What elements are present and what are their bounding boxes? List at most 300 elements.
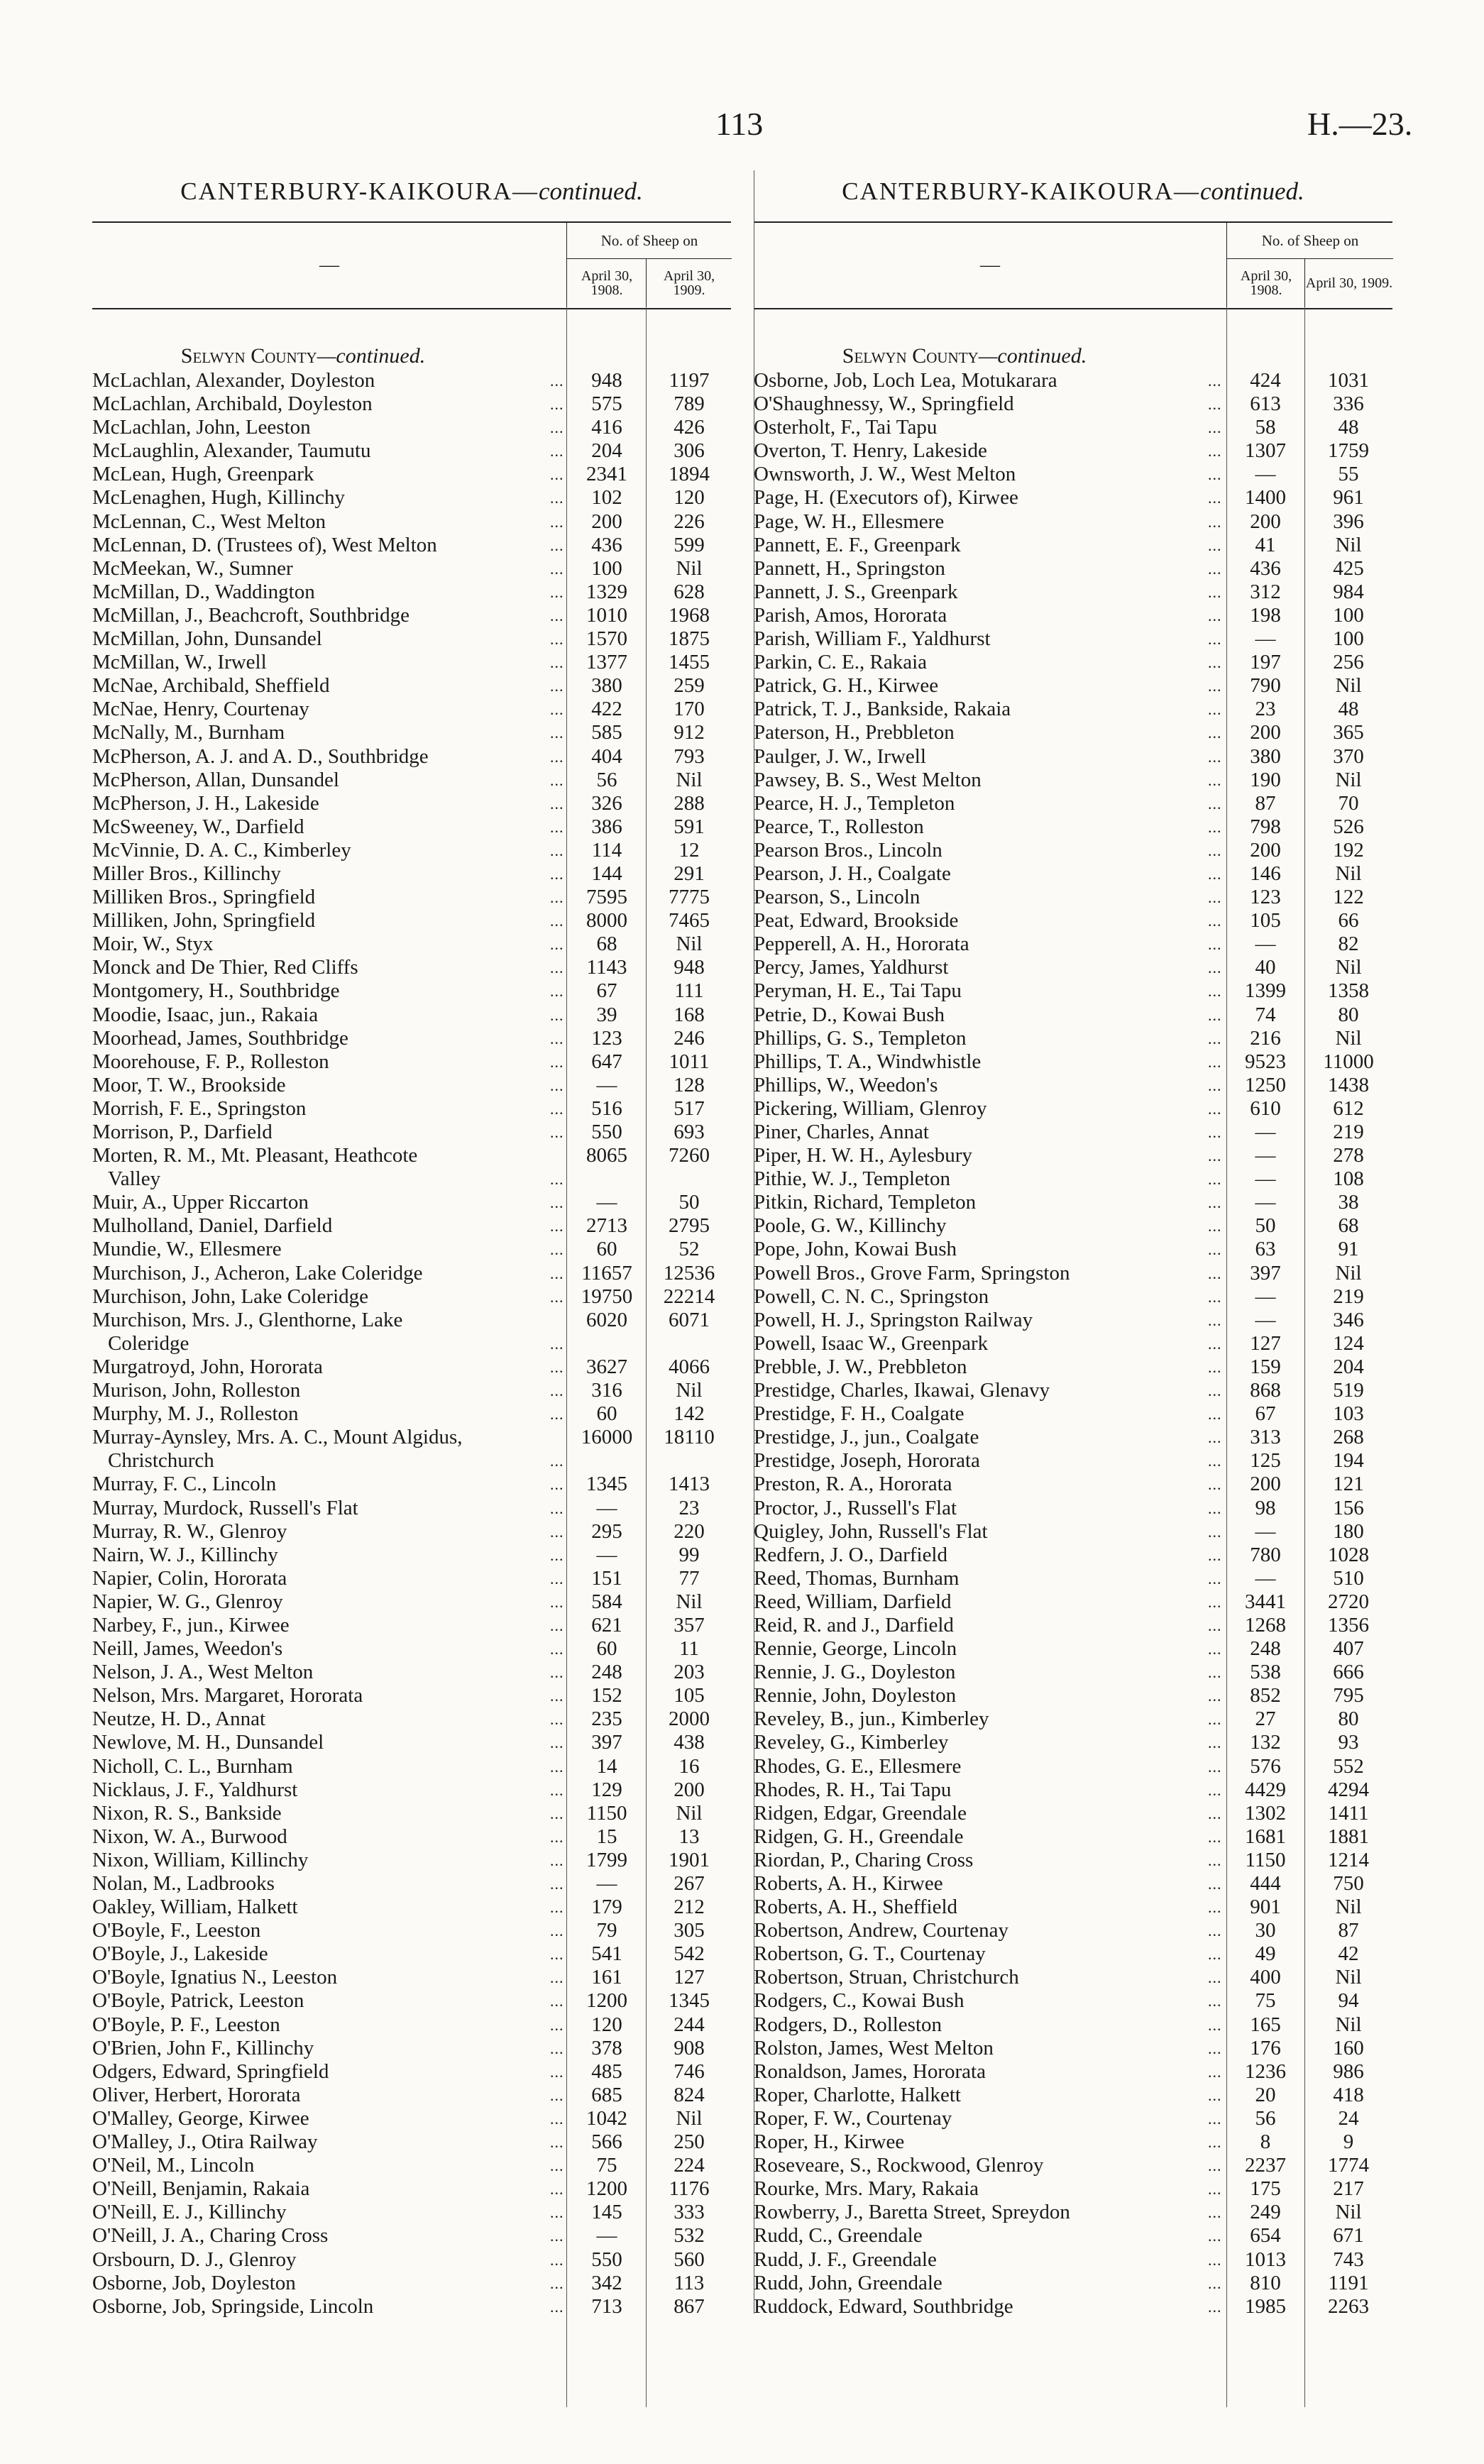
sheep-1909: 425 xyxy=(1333,556,1364,580)
sheep-1908: 404 xyxy=(591,744,622,768)
sheep-1909: 22214 xyxy=(663,1285,715,1308)
sheep-1908: 342 xyxy=(591,2271,622,2294)
table-row xyxy=(92,1121,731,1144)
sheep-1909: 42 xyxy=(1338,1942,1359,1966)
leader-dots: ... xyxy=(550,935,564,954)
table-row xyxy=(92,674,731,698)
table-row xyxy=(754,2177,1392,2201)
sheep-1908: 161 xyxy=(591,1966,622,1989)
sheep-1908: 74 xyxy=(1255,1003,1276,1026)
table-row xyxy=(754,1661,1392,1684)
sheep-1908: — xyxy=(1255,1285,1276,1308)
owner-name: O'Boyle, F., Leeston xyxy=(92,1919,261,1942)
sheep-1908: 312 xyxy=(1250,580,1281,603)
table-row xyxy=(92,1355,731,1379)
sheep-1908: 200 xyxy=(1250,721,1281,744)
leader-dots: ... xyxy=(1208,1804,1222,1822)
sheep-1908: 610 xyxy=(1250,1096,1281,1120)
table-header xyxy=(754,221,1392,309)
sheep-1909: 91 xyxy=(1338,1238,1359,1261)
leader-dots: ... xyxy=(1208,1334,1222,1353)
sheep-1909: 2720 xyxy=(1328,1590,1369,1613)
leader-dots: ... xyxy=(1208,1429,1222,1447)
owner-name: O'Malley, George, Kirwee xyxy=(92,2106,309,2130)
leader-dots: ... xyxy=(1208,1757,1222,1776)
leader-dots: ... xyxy=(1208,559,1222,578)
sheep-1909: 1759 xyxy=(1328,439,1369,463)
leader-dots: ... xyxy=(1208,2180,1222,2199)
sheep-1908: 8065 xyxy=(586,1144,627,1167)
leader-dots: ... xyxy=(1208,2250,1222,2269)
year-1909-header: April 30, 1909. xyxy=(646,258,732,308)
leader-dots: ... xyxy=(1208,1640,1222,1659)
table-row xyxy=(92,1144,731,1191)
sheep-1909: 693 xyxy=(674,1121,705,1143)
leader-dots: ... xyxy=(550,372,564,390)
owner-name: Powell, H. J., Springston Railway xyxy=(754,1308,1033,1331)
leader-dots: ... xyxy=(550,583,564,601)
table-row xyxy=(92,1825,731,1849)
sheep-1909: 961 xyxy=(1333,486,1364,510)
leader-dots: ... xyxy=(550,1499,564,1517)
owner-name: Oliver, Herbert, Hororata xyxy=(92,2083,301,2106)
sheep-1909: Nil xyxy=(676,1801,703,1825)
owner-name: Powell Bros., Grove Farm, Springston xyxy=(754,1261,1070,1285)
sheep-1909: 599 xyxy=(674,533,705,556)
table-row xyxy=(754,862,1392,886)
leader-dots: ... xyxy=(1208,1006,1222,1024)
leader-dots: ... xyxy=(1208,2274,1222,2292)
table-row xyxy=(92,1684,731,1707)
sheep-1908: 98 xyxy=(1255,1496,1276,1519)
column-title: CANTERBURY-KAIKOURA—continued. xyxy=(180,177,643,205)
sheep-1909: 305 xyxy=(674,1919,705,1942)
leader-dots: ... xyxy=(1208,1099,1222,1118)
leader-dots: ... xyxy=(550,2297,564,2316)
sheep-1909: Nil xyxy=(1335,956,1362,979)
sheep-1908: 798 xyxy=(1250,815,1281,838)
table-row xyxy=(754,1309,1392,1332)
sheep-1909: 80 xyxy=(1338,1707,1359,1731)
name-column-header: — xyxy=(319,254,339,276)
sheep-1908: 316 xyxy=(591,1379,622,1402)
leader-dots: ... xyxy=(1208,1781,1222,1799)
sheep-1908: 380 xyxy=(1250,744,1281,768)
table-row xyxy=(754,674,1392,698)
sheep-1908: 1302 xyxy=(1245,1801,1286,1825)
table-row xyxy=(754,2013,1392,2037)
sheep-1908: 27 xyxy=(1255,1707,1276,1731)
sheep-1909: 2795 xyxy=(669,1214,710,1238)
leader-dots: ... xyxy=(1208,1475,1222,1494)
owner-name: Pearson, S., Lincoln xyxy=(754,886,920,909)
sheep-1909: 560 xyxy=(674,2248,705,2271)
leader-dots: ... xyxy=(1208,1147,1222,1165)
leader-dots: ... xyxy=(1208,1382,1222,1400)
table-row xyxy=(754,1355,1392,1379)
sheep-1909: 203 xyxy=(674,1661,705,1684)
leader-dots: ... xyxy=(1208,1311,1222,1329)
sheep-1908: 313 xyxy=(1250,1426,1281,1449)
sheep-1908: 901 xyxy=(1250,1896,1281,1919)
owner-name: Rhodes, R. H., Tai Tapu xyxy=(754,1778,952,1801)
leader-dots: ... xyxy=(550,1687,564,1705)
sheep-1909: Nil xyxy=(676,2106,703,2130)
owner-name: Osterholt, F., Tai Tapu xyxy=(754,416,938,439)
leader-dots: ... xyxy=(550,2039,564,2057)
owner-name: Petrie, D., Kowai Bush xyxy=(754,1003,945,1026)
owner-name: Nixon, W. A., Burwood xyxy=(92,1825,287,1848)
sheep-1909: 212 xyxy=(674,1896,705,1919)
table-row xyxy=(92,1661,731,1684)
leader-dots: ... xyxy=(550,489,564,507)
sheep-1908: 146 xyxy=(1250,862,1281,885)
leader-dots: ... xyxy=(550,606,564,625)
table-row xyxy=(754,721,1392,744)
sheep-1909: 612 xyxy=(1333,1096,1364,1120)
sheep-1909: 48 xyxy=(1338,698,1359,721)
table-row xyxy=(754,956,1392,979)
sheep-1908: 190 xyxy=(1250,768,1281,791)
page-header xyxy=(0,105,1484,148)
sheep-1909: 1411 xyxy=(1328,1801,1369,1825)
table-row xyxy=(754,1144,1392,1167)
table-row xyxy=(92,1520,731,1544)
owner-name: Pope, John, Kowai Bush xyxy=(754,1238,957,1261)
table-row xyxy=(754,392,1392,416)
sheep-1909: 824 xyxy=(674,2083,705,2106)
table-row xyxy=(754,1707,1392,1731)
table-row xyxy=(754,698,1392,721)
sheep-1909: 743 xyxy=(1333,2248,1364,2271)
owner-name: Roberts, A. H., Kirwee xyxy=(754,1872,943,1895)
leader-dots: ... xyxy=(1208,700,1222,719)
sheep-1909: 1455 xyxy=(669,651,710,674)
sheep-1908: 948 xyxy=(591,369,622,392)
sheep-1909: 306 xyxy=(674,439,705,463)
sheep-1908: 3627 xyxy=(586,1355,627,1378)
table-row xyxy=(92,557,731,581)
leader-dots: ... xyxy=(1208,583,1222,601)
table-row xyxy=(754,839,1392,862)
sheep-1908: 60 xyxy=(596,1637,617,1661)
owner-name: Pitkin, Richard, Templeton xyxy=(754,1191,977,1214)
table-row xyxy=(754,1238,1392,1261)
owner-name: Rudd, John, Greendale xyxy=(754,2271,942,2294)
leader-dots: ... xyxy=(550,1875,564,1893)
sheep-1909: 68 xyxy=(1338,1214,1359,1238)
table-row xyxy=(92,2224,731,2248)
leader-dots: ... xyxy=(550,2274,564,2292)
sheep-1909: 2000 xyxy=(669,1707,710,1731)
table-row xyxy=(754,2201,1392,2224)
sheep-1909: 365 xyxy=(1333,721,1364,744)
sheep-1908: 1200 xyxy=(586,2177,627,2201)
leader-dots: ... xyxy=(550,959,564,977)
name-column-header: — xyxy=(980,254,1000,276)
owner-name: Pearce, H. J., Templeton xyxy=(754,791,955,815)
sheep-1908: 1400 xyxy=(1245,486,1286,510)
table-row xyxy=(92,627,731,651)
sheep-1908: 120 xyxy=(591,2013,622,2036)
owner-name: Mulholland, Daniel, Darfield xyxy=(92,1214,333,1238)
owner-name: McLachlan, John, Leeston xyxy=(92,416,311,439)
sheep-1909: 789 xyxy=(674,392,705,416)
sheep-1909: Nil xyxy=(1335,1261,1362,1285)
sheep-1908: 380 xyxy=(591,674,622,698)
sheep-1909: 256 xyxy=(1333,651,1364,674)
sheep-1909: 370 xyxy=(1333,744,1364,768)
leader-dots: ... xyxy=(1208,2062,1222,2081)
sheep-1908: 4429 xyxy=(1245,1778,1286,1801)
leader-dots: ... xyxy=(550,2204,564,2222)
table-body xyxy=(92,369,731,2319)
sheep-1908: 14 xyxy=(596,1754,617,1778)
owner-name: Muir, A., Upper Riccarton xyxy=(92,1191,309,1214)
table-row xyxy=(754,1919,1392,1942)
table-row xyxy=(92,604,731,627)
table-row xyxy=(92,2060,731,2084)
sheep-1908: 685 xyxy=(591,2083,622,2106)
owner-name: Paulger, J. W., Irwell xyxy=(754,744,926,768)
owner-name: O'Malley, J., Otira Railway xyxy=(92,2130,318,2154)
sheep-1908: 790 xyxy=(1250,674,1281,698)
owner-name: Murphy, M. J., Rolleston xyxy=(92,1402,299,1426)
sheep-1908: 132 xyxy=(1250,1731,1281,1754)
table-row xyxy=(754,1872,1392,1896)
sheep-count-header: No. of Sheep on xyxy=(566,223,732,259)
sheep-1908: — xyxy=(596,2224,617,2248)
table-row xyxy=(92,439,731,463)
owner-name: Roper, Charlotte, Halkett xyxy=(754,2083,961,2106)
leader-dots: ... xyxy=(1208,536,1222,554)
table-row xyxy=(754,1074,1392,1097)
sheep-1909: 94 xyxy=(1338,1989,1359,2013)
owner-name: McLean, Hugh, Greenpark xyxy=(92,463,314,486)
table-row xyxy=(92,1074,731,1097)
sheep-1908: 216 xyxy=(1250,1026,1281,1050)
leader-dots: ... xyxy=(1208,818,1222,836)
leader-dots: ... xyxy=(550,2133,564,2152)
table-row xyxy=(754,369,1392,392)
leader-dots: ... xyxy=(550,2180,564,2199)
sheep-1908: 23 xyxy=(1255,698,1276,721)
sheep-1909: 418 xyxy=(1333,2083,1364,2106)
owner-name: Robertson, Struan, Christchurch xyxy=(754,1966,1019,1989)
sheep-1908: 613 xyxy=(1250,392,1281,416)
sheep-1909: 244 xyxy=(674,2013,705,2036)
table-row xyxy=(92,1707,731,1731)
leader-dots: ... xyxy=(550,1006,564,1024)
owner-name: Piper, H. W. H., Aylesbury xyxy=(754,1144,972,1167)
owner-name: O'Boyle, J., Lakeside xyxy=(92,1942,268,1966)
owner-name: O'Neil, M., Lincoln xyxy=(92,2154,255,2177)
table-row xyxy=(92,463,731,486)
owner-name: Phillips, W., Weedon's xyxy=(754,1073,938,1096)
table-row xyxy=(92,2154,731,2177)
sheep-1909: 13 xyxy=(678,1825,700,1848)
sheep-1908: 100 xyxy=(591,556,622,580)
sheep-1908: 1681 xyxy=(1245,1825,1286,1848)
table-row xyxy=(754,1802,1392,1825)
leader-dots: ... xyxy=(1208,1663,1222,1682)
sheep-1908: 810 xyxy=(1250,2271,1281,2294)
leader-dots: ... xyxy=(1208,1851,1222,1869)
leader-dots: ... xyxy=(1208,1898,1222,1917)
sheep-1908: 621 xyxy=(591,1613,622,1637)
sheep-1908: 204 xyxy=(591,439,622,463)
sheep-1909: 532 xyxy=(674,2224,705,2248)
sheep-1909: 23 xyxy=(678,1496,700,1519)
owner-name: Prestidge, J., jun., Coalgate xyxy=(754,1426,979,1449)
sheep-1909: 204 xyxy=(1333,1355,1364,1378)
owner-name: O'Brien, John F., Killinchy xyxy=(92,2036,314,2059)
table-row xyxy=(754,909,1392,933)
sheep-1908: 60 xyxy=(596,1238,617,1261)
table-row xyxy=(92,2130,731,2154)
leader-dots: ... xyxy=(550,889,564,907)
table-row xyxy=(92,1614,731,1637)
leader-dots: ... xyxy=(1208,1241,1222,1259)
sheep-1908: 60 xyxy=(596,1402,617,1426)
leader-dots: ... xyxy=(1208,630,1222,649)
table-row xyxy=(754,1097,1392,1121)
sheep-1908: 165 xyxy=(1250,2013,1281,2036)
owner-name: Moorehouse, F. P., Rolleston xyxy=(92,1050,329,1073)
sheep-1908: 422 xyxy=(591,698,622,721)
table-row xyxy=(754,2130,1392,2154)
sheep-1908: 1345 xyxy=(586,1473,627,1496)
owner-name: Pannett, E. F., Greenpark xyxy=(754,533,961,556)
sheep-1909: 48 xyxy=(1338,416,1359,439)
table-row xyxy=(754,979,1392,1003)
table-body xyxy=(754,369,1392,2319)
leader-dots: ... xyxy=(550,2227,564,2245)
leader-dots: ... xyxy=(1208,1217,1222,1236)
sheep-1909: 120 xyxy=(674,486,705,510)
sheep-1908: 566 xyxy=(591,2130,622,2154)
owner-name: Patrick, G. H., Kirwee xyxy=(754,674,939,698)
table-row xyxy=(754,886,1392,909)
sheep-1909: 336 xyxy=(1333,392,1364,416)
sheep-1909: 24 xyxy=(1338,2106,1359,2130)
leader-dots: ... xyxy=(550,1710,564,1729)
sheep-1908: 127 xyxy=(1250,1331,1281,1355)
sheep-1908: 7595 xyxy=(586,886,627,909)
owner-name: Peat, Edward, Brookside xyxy=(754,909,959,933)
leader-dots: ... xyxy=(550,419,564,437)
sheep-1908: 123 xyxy=(591,1026,622,1050)
sheep-1908: 3441 xyxy=(1245,1590,1286,1613)
sheep-1908: 436 xyxy=(591,533,622,556)
sheep-1908: 584 xyxy=(591,1590,622,1613)
owner-name: O'Boyle, P. F., Leeston xyxy=(92,2013,280,2036)
sheep-1909: 519 xyxy=(1333,1379,1364,1402)
table-row xyxy=(92,698,731,721)
sheep-1908: 585 xyxy=(591,721,622,744)
table-row xyxy=(92,1966,731,1989)
table-row xyxy=(754,651,1392,674)
sheep-1908: 197 xyxy=(1250,651,1281,674)
table-row xyxy=(754,510,1392,534)
sheep-1908: 145 xyxy=(591,2201,622,2224)
table-row xyxy=(754,1003,1392,1027)
owner-name: Robertson, Andrew, Courtenay xyxy=(754,1919,1008,1942)
owner-name: Pickering, William, Glenroy xyxy=(754,1096,987,1120)
owner-name: McNally, M., Burnham xyxy=(92,721,285,744)
owner-name: Rolston, James, West Melton xyxy=(754,2036,994,2059)
owner-name: Roseveare, S., Rockwood, Glenroy xyxy=(754,2154,1044,2177)
sheep-1909: 346 xyxy=(1333,1308,1364,1331)
owner-name: Osborne, Job, Doyleston xyxy=(92,2271,296,2294)
table-row xyxy=(754,1332,1392,1355)
table-row xyxy=(754,1684,1392,1707)
sheep-1909: 82 xyxy=(1338,933,1359,956)
sheep-1908: 1010 xyxy=(586,603,627,627)
sheep-1909: Nil xyxy=(1335,2013,1362,2036)
owner-name: Nicholl, C. L., Burnham xyxy=(92,1754,293,1778)
sheep-1908: — xyxy=(596,1073,617,1096)
sheep-1909: 1358 xyxy=(1328,979,1369,1003)
sheep-1909: 194 xyxy=(1333,1449,1364,1473)
table-row xyxy=(754,1426,1392,1449)
owner-name: McVinnie, D. A. C., Kimberley xyxy=(92,838,351,862)
owner-name: Murray-Aynsley, Mrs. A. C., Mount Algidus, Christchurch xyxy=(92,1426,463,1473)
table-row xyxy=(754,2295,1392,2319)
leader-dots: ... xyxy=(1208,1734,1222,1752)
leader-dots: ... xyxy=(550,1029,564,1047)
leader-dots: ... xyxy=(550,1898,564,1917)
sheep-1908: 444 xyxy=(1250,1872,1281,1895)
owner-name: Nixon, R. S., Bankside xyxy=(92,1801,282,1825)
owner-name: Napier, Colin, Hororata xyxy=(92,1566,287,1590)
table-row xyxy=(92,2037,731,2060)
table-row xyxy=(92,839,731,862)
sheep-1909: Nil xyxy=(1335,674,1362,698)
leader-dots: ... xyxy=(550,771,564,789)
leader-dots: ... xyxy=(550,1663,564,1682)
leader-dots: ... xyxy=(550,864,564,883)
sheep-1908: — xyxy=(1255,627,1276,651)
owner-name: Moor, T. W., Brookside xyxy=(92,1073,286,1096)
sheep-1909: Nil xyxy=(1335,768,1362,791)
table-row xyxy=(92,510,731,534)
table-row xyxy=(92,1497,731,1520)
owner-name: O'Neill, J. A., Charing Cross xyxy=(92,2224,329,2248)
leader-dots: ... xyxy=(550,912,564,930)
sheep-1909: 291 xyxy=(674,862,705,885)
sheep-1909: 7465 xyxy=(669,909,710,933)
sheep-1908: 1013 xyxy=(1245,2248,1286,2271)
paper-reference: H.—23. xyxy=(1307,106,1413,142)
leader-dots: ... xyxy=(1208,1945,1222,1964)
table-row xyxy=(92,2248,731,2272)
sheep-1908: 200 xyxy=(1250,510,1281,533)
table-row xyxy=(754,604,1392,627)
owner-name: McMillan, J., Beachcroft, Southbridge xyxy=(92,603,410,627)
table-row xyxy=(92,2272,731,2295)
table-row xyxy=(92,956,731,979)
table-row xyxy=(92,1872,731,1896)
sheep-1909: 288 xyxy=(674,791,705,815)
owner-name: Montgomery, H., Southbridge xyxy=(92,979,340,1003)
owner-name: Murison, John, Rolleston xyxy=(92,1379,301,1402)
sheep-1908: 1399 xyxy=(1245,979,1286,1003)
sheep-1908: 102 xyxy=(591,486,622,510)
sheep-1909: 9 xyxy=(1343,2130,1354,2154)
table-row xyxy=(92,1027,731,1050)
sheep-1909: 192 xyxy=(1333,838,1364,862)
